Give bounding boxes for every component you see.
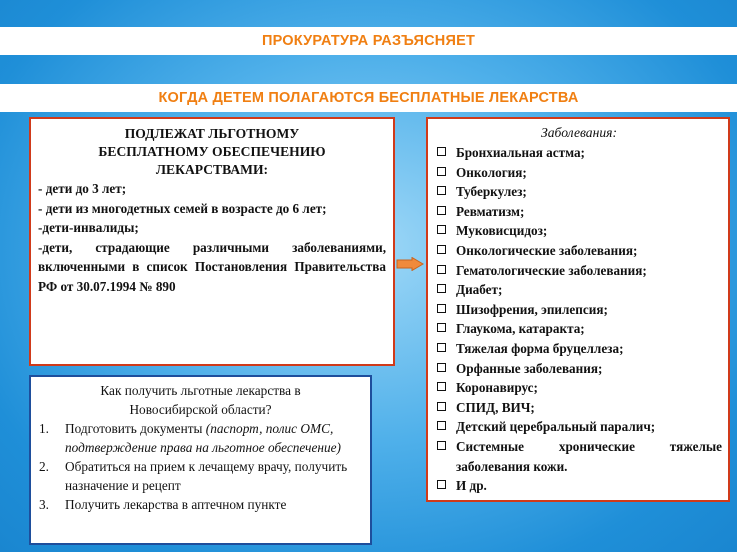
disease-label: Коронавирус; [456,380,538,396]
eligible-item: -дети, страдающие различными заболеваниями, включенными в список Постановления Правительства РФ от 30.07.1994 № 890 [38,239,386,294]
checkbox-icon [437,304,446,313]
disease-item [436,476,722,496]
disease-label: Тяжелая форма бруцеллеза; [456,340,624,356]
eligible-title-line-2: БЕСПЛАТНОМУ ОБЕСПЕЧЕНИЮ [98,144,326,159]
howto-step [39,458,362,495]
diseases-list [436,143,722,496]
disease-item [436,261,722,281]
checkbox-icon [437,323,446,332]
checkbox-icon [437,147,446,156]
disease-label: Туберкулез; [456,184,527,200]
disease-label: И др. [456,478,487,494]
disease-item [436,398,722,418]
disease-label: Муковисцидоз; [456,223,548,239]
eligible-item: -дети-инвалиды; [38,220,139,235]
checkbox-icon [437,382,446,391]
checkbox-icon [437,225,446,234]
disease-label: Системные хронические тяжелые заболевания кожи. [456,438,722,474]
checkbox-icon [437,245,446,254]
checkbox-icon [437,441,446,450]
disease-item [436,221,722,241]
disease-item [436,182,722,202]
disease-item [436,280,722,300]
disease-item [436,437,722,476]
checkbox-icon [437,402,446,411]
disease-item [436,202,722,222]
howto-step [39,496,362,515]
checkbox-icon [437,343,446,352]
disease-label: Глаукома, катаракта; [456,321,585,337]
step-note: (паспорт, полис ОМС, подтверждение права на льготное обеспечение) [65,421,341,455]
howto-step [39,420,362,457]
step-text-main: Подготовить документы [65,421,203,436]
checkbox-icon [437,421,446,430]
banner-prosecutor-explains: ПРОКУРАТУРА РАЗЪЯСНЯЕТ [0,27,737,55]
disease-label: Диабет; [456,282,503,298]
step-text: Обратиться на прием к лечащему врачу, получить назначение и рецепт [65,459,348,493]
step-number: 1. [39,421,49,436]
checkbox-icon [437,186,446,195]
checkbox-icon [437,265,446,274]
eligible-title-line-1: ПОДЛЕЖАТ ЛЬГОТНОМУ [124,126,300,141]
disease-item [436,417,722,437]
disease-item [436,241,722,261]
disease-item [436,143,722,163]
diseases-box [426,117,730,502]
eligible-item: - дети из многодетных семей в возрасте до 6 лет; [38,200,327,216]
step-text: Получить лекарства в аптечном пункте [65,497,287,512]
eligible-title-line-3: ЛЕКАРСТВАМИ: [155,162,269,177]
disease-item [436,339,722,359]
disease-item [436,378,722,398]
disease-label: Детский церебральный паралич; [456,419,656,435]
disease-label: СПИД, ВИЧ; [456,399,535,415]
step-number: 2. [39,459,49,474]
disease-item [436,359,722,379]
disease-item [436,319,722,339]
checkbox-icon [437,284,446,293]
disease-item [436,163,722,183]
howto-title-line-2: Новосибирской области? [129,402,272,417]
howto-title-line-1: Как получить льготные лекарства в [100,383,301,398]
disease-label: Онкология; [456,164,527,180]
disease-label: Орфанные заболевания; [456,360,603,376]
eligible-item: - дети до 3 лет; [38,181,127,196]
disease-label: Ревматизм; [456,203,525,219]
disease-label: Бронхиальная астма; [456,145,585,160]
checkbox-icon [437,363,446,372]
checkbox-icon [437,167,446,176]
disease-label: Гематологические заболевания; [456,262,647,278]
step-text [65,420,362,457]
disease-label: Онкологические заболевания; [456,242,638,258]
diseases-title: Заболевания: [541,125,617,140]
arrow-right-icon [396,257,424,271]
banner-page-title: КОГДА ДЕТЕМ ПОЛАГАЮТСЯ БЕСПЛАТНЫЕ ЛЕКАРСТВА [0,84,737,112]
eligible-children-box [29,117,395,366]
disease-label: Шизофрения, эпилепсия; [456,301,608,317]
how-to-get-box [29,375,372,545]
checkbox-icon [437,480,446,489]
checkbox-icon [437,206,446,215]
disease-item [436,300,722,320]
step-number: 3. [39,497,49,512]
